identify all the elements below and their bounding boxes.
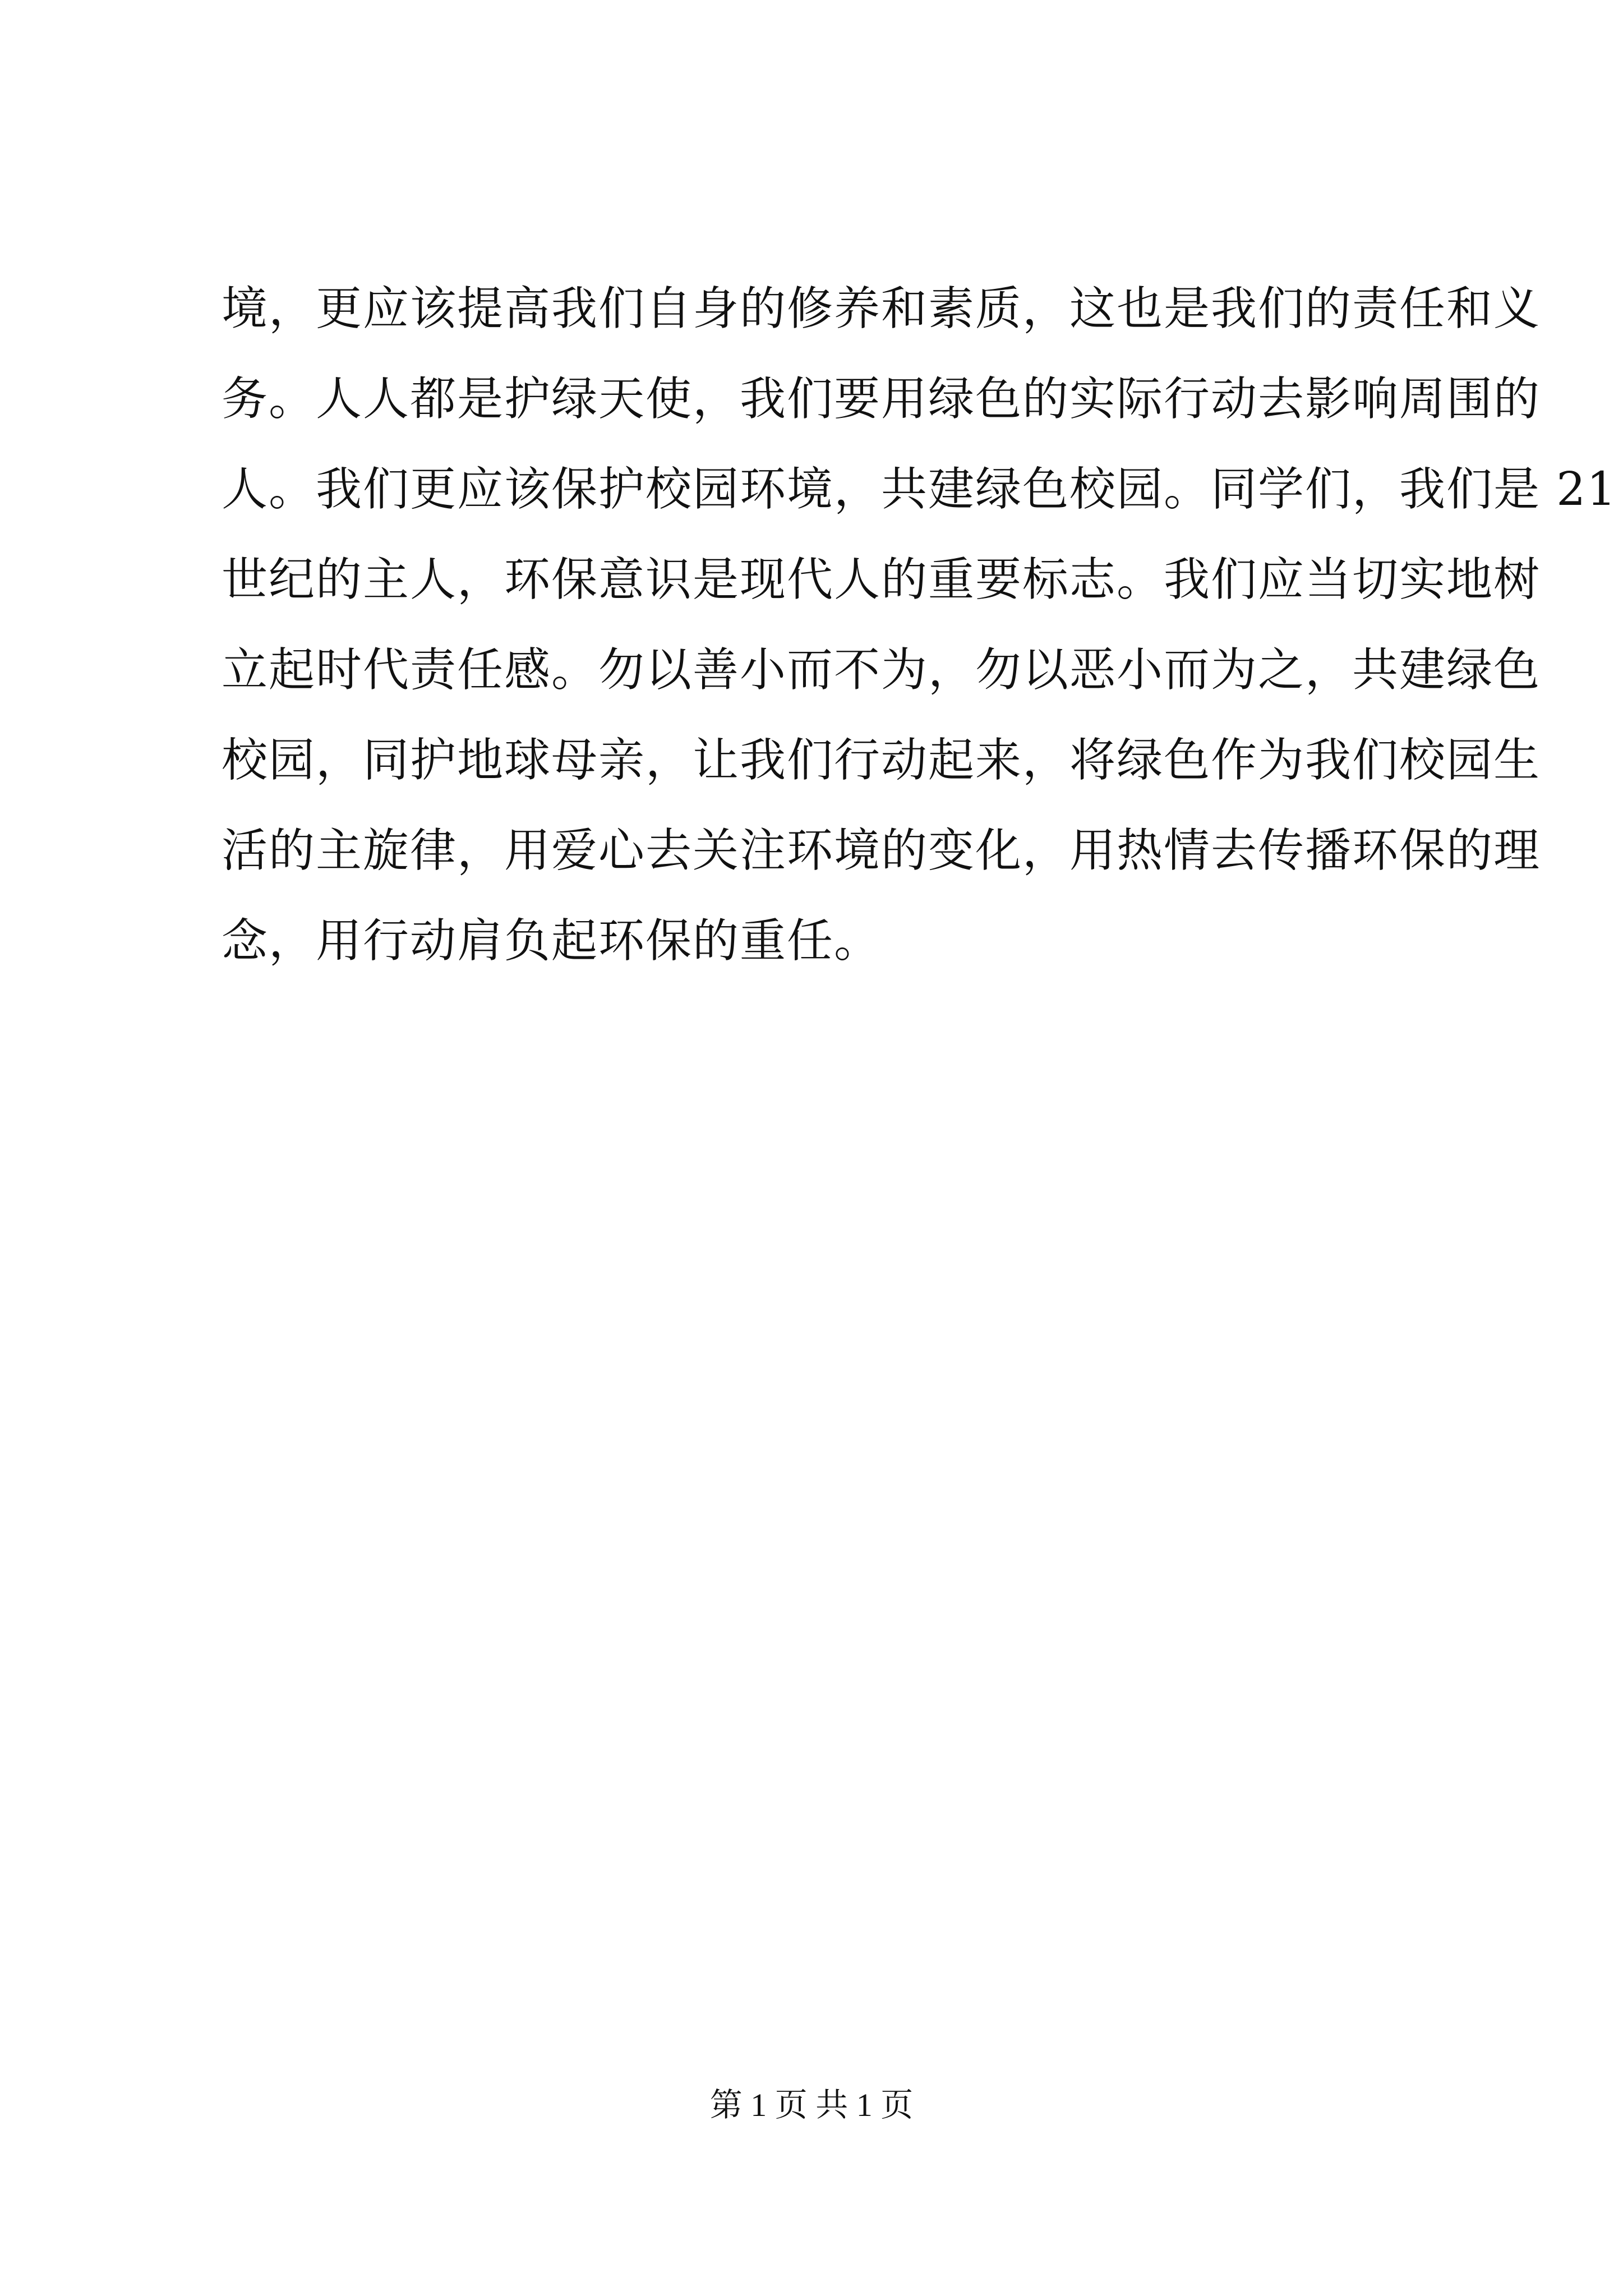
page-number-label: 第 1 页 共 1 页 [709, 2087, 914, 2123]
page-footer [0, 2086, 1623, 2125]
paragraph-line: 立起时代责任感。勿以善小而不为，勿以恶小而为之，共建绿色 [222, 643, 1541, 697]
paragraph-line: 念，用行动肩负起环保的重任。 [222, 914, 882, 968]
paragraph-line: 世纪的主人，环保意识是现代人的重要标志。我们应当切实地树 [222, 553, 1541, 606]
paragraph-line: 境，更应该提高我们自身的修养和素质，这也是我们的责任和义 [222, 282, 1541, 335]
paragraph-line: 务。人人都是护绿天使，我们要用绿色的实际行动去影响周围的 [222, 372, 1541, 426]
paragraph-line: 校园，同护地球母亲，让我们行动起来，将绿色作为我们校园生 [222, 734, 1541, 787]
paragraph-line: 活的主旋律，用爱心去关注环境的变化，用热情去传播环保的理 [222, 824, 1541, 877]
body-paragraph [222, 264, 1617, 986]
paragraph-line: 人。我们更应该保护校园环境，共建绿色校园。同学们，我们是 21 [222, 463, 1617, 516]
